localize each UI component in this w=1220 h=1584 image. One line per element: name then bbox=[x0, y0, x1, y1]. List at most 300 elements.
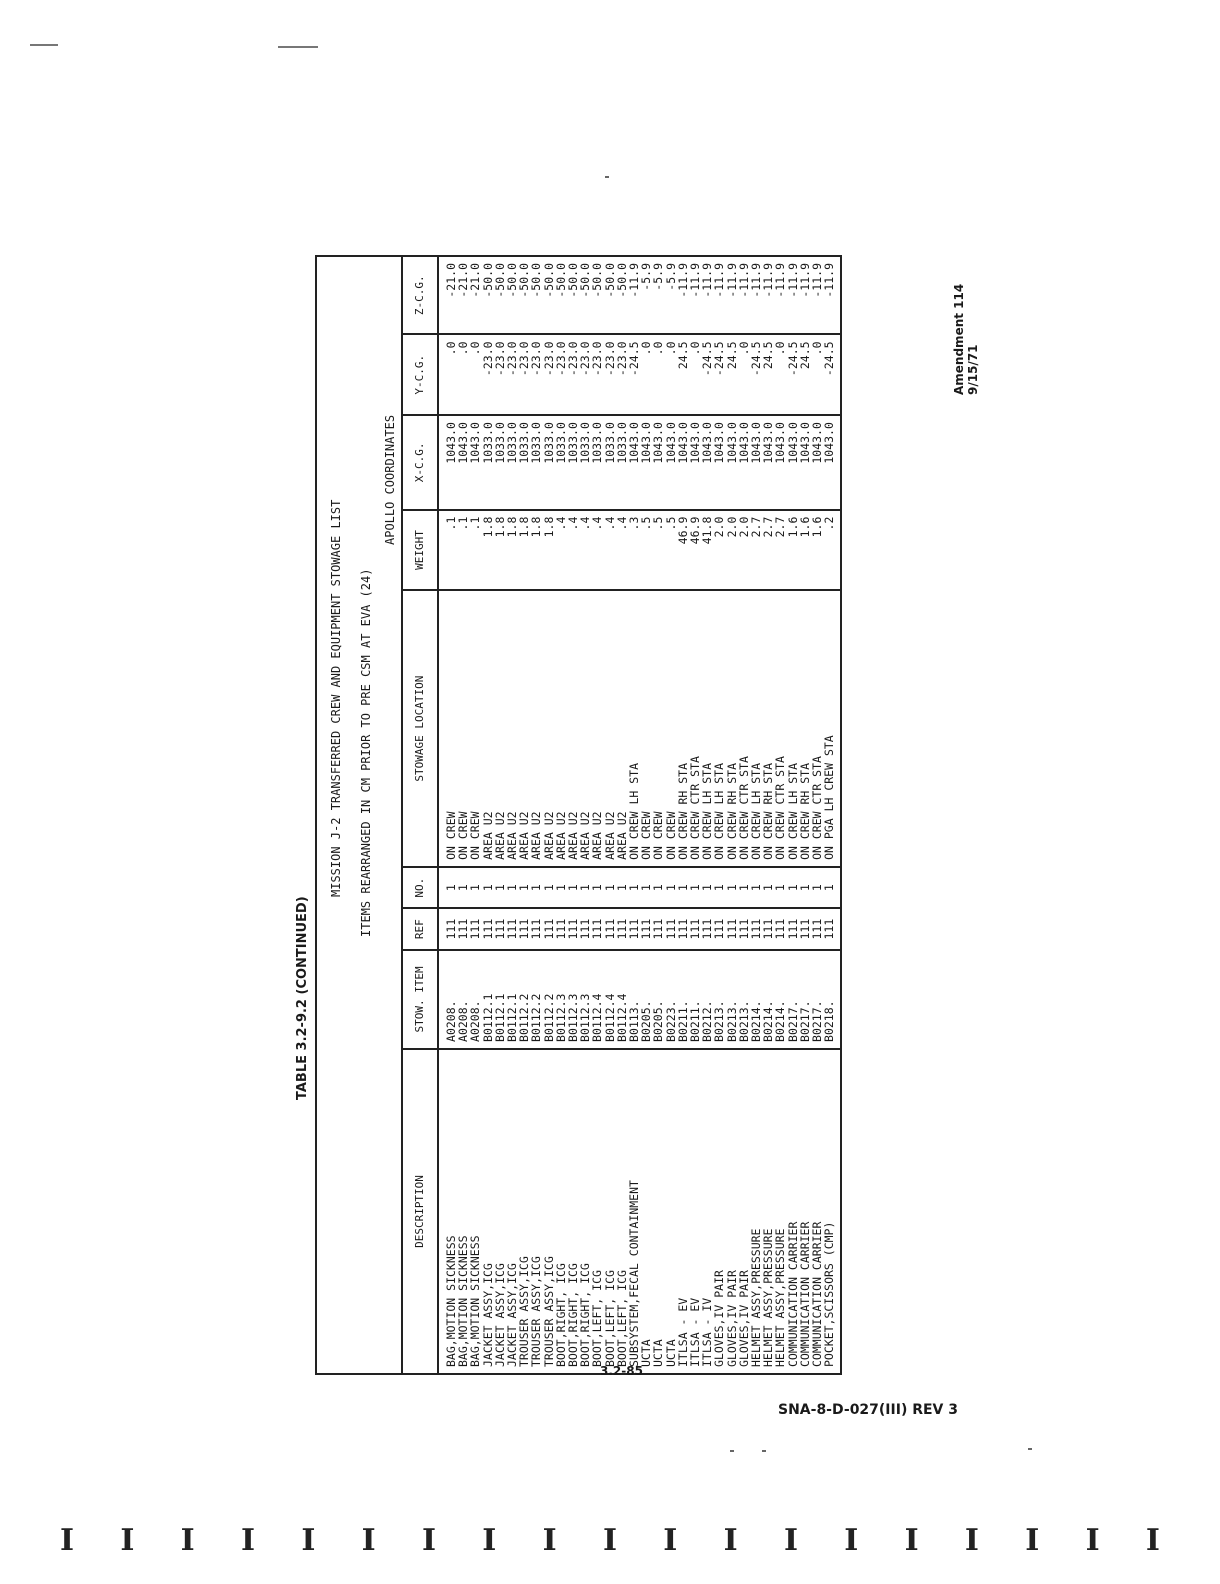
table-cell: BOOT,RIGHT, ICG bbox=[567, 1049, 579, 1374]
table-cell: .0 bbox=[438, 334, 457, 415]
table-cell: -11.9 bbox=[762, 256, 774, 334]
page-number: 3.2-85 bbox=[600, 1364, 643, 1378]
table-cell: 1043.0 bbox=[713, 415, 725, 510]
table-cell: .4 bbox=[555, 510, 567, 591]
table-cell: 24.5 bbox=[677, 334, 689, 415]
table-cell: .1 bbox=[469, 510, 481, 591]
table-cell: B0112.4 bbox=[591, 950, 603, 1049]
table-cell: .1 bbox=[438, 510, 457, 591]
table-cell: 1043.0 bbox=[677, 415, 689, 510]
table-cell: ON CREW bbox=[652, 590, 664, 867]
table-cell: -11.9 bbox=[701, 256, 713, 334]
table-cell: -21.0 bbox=[457, 256, 469, 334]
table-cell: ON CREW bbox=[469, 590, 481, 867]
table-row bbox=[543, 256, 555, 1374]
table-cell: -11.9 bbox=[799, 256, 811, 334]
table-cell: -23.0 bbox=[616, 334, 628, 415]
table-cell: ON CREW CTR STA bbox=[689, 590, 701, 867]
table-cell: .5 bbox=[665, 510, 677, 591]
table-cell: 1 bbox=[591, 867, 603, 908]
table-cell: -5.9 bbox=[652, 256, 664, 334]
table-cell: 1033.0 bbox=[579, 415, 591, 510]
table-cell: 2.0 bbox=[713, 510, 725, 591]
table-cell: -11.9 bbox=[787, 256, 799, 334]
table-cell: -5.9 bbox=[665, 256, 677, 334]
table-cell: -50.0 bbox=[604, 256, 616, 334]
table-cell: -23.0 bbox=[543, 334, 555, 415]
table-cell: 1043.0 bbox=[750, 415, 762, 510]
table-cell: 1043.0 bbox=[665, 415, 677, 510]
table-cell: -11.9 bbox=[738, 256, 750, 334]
table-cell: 111 bbox=[518, 908, 530, 949]
table-cell: 1 bbox=[438, 867, 457, 908]
table-cell: B0112.1 bbox=[482, 950, 494, 1049]
table-cell: B0211. bbox=[689, 950, 701, 1049]
table-cell: AREA U2 bbox=[616, 590, 628, 867]
table-cell: B0217. bbox=[787, 950, 799, 1049]
table-cell: GLOVES,IV PAIR bbox=[713, 1049, 725, 1374]
table-cell: ON CREW bbox=[438, 590, 457, 867]
table-cell: 1 bbox=[677, 867, 689, 908]
table-cell: B0217. bbox=[799, 950, 811, 1049]
column-header: REF bbox=[402, 908, 438, 949]
table-cell: 111 bbox=[689, 908, 701, 949]
table-cell: 111 bbox=[652, 908, 664, 949]
table-cell: -23.0 bbox=[494, 334, 506, 415]
table-cell: COMMUNICATION CARRIER bbox=[787, 1049, 799, 1374]
table-cell: ON CREW CTR STA bbox=[774, 590, 786, 867]
table-cell: -21.0 bbox=[469, 256, 481, 334]
table-cell: 111 bbox=[738, 908, 750, 949]
edge-mark: I bbox=[1145, 1523, 1160, 1558]
table-row bbox=[469, 256, 481, 1374]
table-cell: AREA U2 bbox=[482, 590, 494, 867]
table-cell: -11.9 bbox=[628, 256, 640, 334]
table-cell: ON CREW LH STA bbox=[787, 590, 799, 867]
table-cell: B0211. bbox=[677, 950, 689, 1049]
table-cell: .0 bbox=[640, 334, 652, 415]
table-cell: 2.0 bbox=[738, 510, 750, 591]
edge-mark: I bbox=[240, 1523, 256, 1558]
edge-mark: I bbox=[844, 1523, 859, 1558]
table-cell: 1033.0 bbox=[543, 415, 555, 510]
table-cell: B0218. bbox=[823, 950, 840, 1049]
table-cell: 111 bbox=[438, 908, 457, 949]
table-cell: -11.9 bbox=[713, 256, 725, 334]
table-cell: 1043.0 bbox=[726, 415, 738, 510]
edge-mark: I bbox=[904, 1523, 919, 1558]
header-line-2: ITEMS REARRANGED IN CM PRIOR TO PRE CSM AT EVA (24) bbox=[359, 568, 373, 937]
table-cell: A0208. bbox=[469, 950, 481, 1049]
table-cell: AREA U2 bbox=[506, 590, 518, 867]
table-cell: B0113. bbox=[628, 950, 640, 1049]
table-cell: -50.0 bbox=[494, 256, 506, 334]
table-cell: ON CREW LH STA bbox=[750, 590, 762, 867]
column-header: STOWAGE LOCATION bbox=[402, 590, 438, 867]
scan-mark bbox=[1028, 1448, 1032, 1450]
table-cell: 1.8 bbox=[543, 510, 555, 591]
table-cell: 1 bbox=[530, 867, 542, 908]
table-cell: 1 bbox=[652, 867, 664, 908]
amendment-date: 9/15/71 bbox=[966, 344, 980, 395]
table-cell: 111 bbox=[555, 908, 567, 949]
table-cell: -50.0 bbox=[616, 256, 628, 334]
column-header: Z-C.G. bbox=[402, 256, 438, 334]
table-cell: .0 bbox=[469, 334, 481, 415]
edge-mark: I bbox=[120, 1523, 135, 1558]
scan-mark bbox=[278, 46, 318, 48]
table-cell: 1 bbox=[506, 867, 518, 908]
table-cell: .5 bbox=[652, 510, 664, 591]
table-cell: B0223. bbox=[665, 950, 677, 1049]
amendment-label: Amendment 114 bbox=[952, 283, 966, 395]
table-cell: 111 bbox=[799, 908, 811, 949]
table-cell: .1 bbox=[457, 510, 469, 591]
table-cell: 111 bbox=[787, 908, 799, 949]
table-cell: TROUSER ASSY,ICG bbox=[530, 1049, 542, 1374]
table-cell: B0214. bbox=[750, 950, 762, 1049]
table-cell: UCTA bbox=[640, 1049, 652, 1374]
table-cell: .0 bbox=[774, 334, 786, 415]
table-row bbox=[530, 256, 542, 1374]
table-cell: ITLSA - IV bbox=[701, 1049, 713, 1374]
table-cell: .3 bbox=[628, 510, 640, 591]
table-cell: B0212. bbox=[701, 950, 713, 1049]
table-cell: HELMET ASSY,PRESSURE bbox=[774, 1049, 786, 1374]
table-cell: 1 bbox=[457, 867, 469, 908]
table-cell: 111 bbox=[579, 908, 591, 949]
table-cell: 111 bbox=[823, 908, 840, 949]
table-cell: -23.0 bbox=[530, 334, 542, 415]
table-cell: .0 bbox=[811, 334, 823, 415]
table-cell: 1043.0 bbox=[640, 415, 652, 510]
table-cell: 111 bbox=[506, 908, 518, 949]
table-cell: 1043.0 bbox=[652, 415, 664, 510]
table-cell: 1.6 bbox=[799, 510, 811, 591]
table-cell: ON CREW CTR STA bbox=[738, 590, 750, 867]
column-header: X-C.G. bbox=[402, 415, 438, 510]
table-cell: 1 bbox=[628, 867, 640, 908]
table-row bbox=[823, 256, 840, 1374]
table-cell: AREA U2 bbox=[567, 590, 579, 867]
table-cell: 1.6 bbox=[811, 510, 823, 591]
table-row bbox=[713, 256, 725, 1374]
table-cell: ON CREW RH STA bbox=[762, 590, 774, 867]
table-cell: A0208. bbox=[457, 950, 469, 1049]
table-cell: -24.5 bbox=[701, 334, 713, 415]
table-cell: 111 bbox=[677, 908, 689, 949]
table-cell: B0112.2 bbox=[530, 950, 542, 1049]
stowage-table-box bbox=[315, 255, 975, 1375]
table-cell: B0205. bbox=[640, 950, 652, 1049]
stowage-table bbox=[401, 255, 842, 1375]
table-cell: -50.0 bbox=[591, 256, 603, 334]
table-cell: 111 bbox=[762, 908, 774, 949]
table-cell: -23.0 bbox=[567, 334, 579, 415]
table-cell: -11.9 bbox=[750, 256, 762, 334]
table-cell: 111 bbox=[604, 908, 616, 949]
table-row bbox=[591, 256, 603, 1374]
table-header-row bbox=[402, 256, 438, 1374]
table-cell: .4 bbox=[604, 510, 616, 591]
table-cell: -23.0 bbox=[579, 334, 591, 415]
table-cell: B0217. bbox=[811, 950, 823, 1049]
table-cell: 1.8 bbox=[506, 510, 518, 591]
table-cell: .0 bbox=[457, 334, 469, 415]
table-cell: .0 bbox=[652, 334, 664, 415]
table-cell: -24.5 bbox=[713, 334, 725, 415]
table-cell: SUBSYSTEM,FECAL CONTAINMENT bbox=[628, 1049, 640, 1374]
column-header: DESCRIPTION bbox=[402, 1049, 438, 1374]
table-cell: .4 bbox=[567, 510, 579, 591]
table-cell: ON CREW LH STA bbox=[713, 590, 725, 867]
table-cell: 111 bbox=[616, 908, 628, 949]
table-cell: 1.8 bbox=[530, 510, 542, 591]
table-row bbox=[604, 256, 616, 1374]
table-cell: 1043.0 bbox=[811, 415, 823, 510]
table-cell: 1033.0 bbox=[506, 415, 518, 510]
table-cell: 1 bbox=[774, 867, 786, 908]
table-cell: 1043.0 bbox=[628, 415, 640, 510]
table-cell: AREA U2 bbox=[579, 590, 591, 867]
table-cell: 111 bbox=[567, 908, 579, 949]
table-cell: -24.5 bbox=[750, 334, 762, 415]
table-cell: 1 bbox=[640, 867, 652, 908]
table-cell: .5 bbox=[640, 510, 652, 591]
table-cell: AREA U2 bbox=[494, 590, 506, 867]
table-cell: AREA U2 bbox=[555, 590, 567, 867]
table-cell: 1 bbox=[799, 867, 811, 908]
table-cell: UCTA bbox=[652, 1049, 664, 1374]
table-cell: .2 bbox=[823, 510, 840, 591]
table-cell: ITLSA - EV bbox=[677, 1049, 689, 1374]
table-cell: -24.5 bbox=[787, 334, 799, 415]
table-cell: 1033.0 bbox=[530, 415, 542, 510]
table-cell: 46.9 bbox=[677, 510, 689, 591]
table-cell: B0213. bbox=[713, 950, 725, 1049]
table-cell: 1043.0 bbox=[689, 415, 701, 510]
table-cell: 1.6 bbox=[787, 510, 799, 591]
table-cell: 1043.0 bbox=[787, 415, 799, 510]
table-cell: .0 bbox=[665, 334, 677, 415]
table-cell: ON CREW RH STA bbox=[726, 590, 738, 867]
table-cell: -50.0 bbox=[579, 256, 591, 334]
table-title: TABLE 3.2-9.2 (CONTINUED) bbox=[295, 896, 310, 1100]
table-cell: BOOT,RIGHT, ICG bbox=[579, 1049, 591, 1374]
table-cell: .4 bbox=[616, 510, 628, 591]
table-cell: COMMUNICATION CARRIER bbox=[811, 1049, 823, 1374]
table-cell: -50.0 bbox=[506, 256, 518, 334]
table-cell: ON CREW bbox=[640, 590, 652, 867]
table-cell: 1 bbox=[665, 867, 677, 908]
table-cell: 1 bbox=[543, 867, 555, 908]
table-cell: 46.9 bbox=[689, 510, 701, 591]
edge-mark: I bbox=[663, 1523, 678, 1558]
table-cell: JACKET ASSY,ICG bbox=[494, 1049, 506, 1374]
table-cell: 111 bbox=[530, 908, 542, 949]
table-cell: BOOT,LEFT, ICG bbox=[591, 1049, 603, 1374]
table-cell: 111 bbox=[713, 908, 725, 949]
table-cell: 1 bbox=[567, 867, 579, 908]
table-cell: AREA U2 bbox=[530, 590, 542, 867]
table-cell: HELMET ASSY,PRESSURE bbox=[750, 1049, 762, 1374]
table-cell: 1 bbox=[811, 867, 823, 908]
table-cell: 1 bbox=[726, 867, 738, 908]
table-cell: B0112.4 bbox=[616, 950, 628, 1049]
scan-mark bbox=[730, 1450, 734, 1452]
table-cell: 1033.0 bbox=[482, 415, 494, 510]
table-cell: B0112.1 bbox=[506, 950, 518, 1049]
table-cell: 111 bbox=[726, 908, 738, 949]
column-header: Y-C.G. bbox=[402, 334, 438, 415]
column-header: STOW. ITEM bbox=[402, 950, 438, 1049]
table-row bbox=[774, 256, 786, 1374]
table-cell: POCKET,SCISSORS (CMP) bbox=[823, 1049, 840, 1374]
table-cell: 1043.0 bbox=[701, 415, 713, 510]
table-cell: 1 bbox=[604, 867, 616, 908]
table-cell: ON PGA LH CREW STA bbox=[823, 590, 840, 867]
table-row bbox=[482, 256, 494, 1374]
table-cell: 1 bbox=[762, 867, 774, 908]
table-cell: 1043.0 bbox=[799, 415, 811, 510]
table-cell: 111 bbox=[628, 908, 640, 949]
table-cell: 111 bbox=[591, 908, 603, 949]
table-cell: 1 bbox=[579, 867, 591, 908]
table-cell: .4 bbox=[579, 510, 591, 591]
edge-mark: I bbox=[602, 1523, 617, 1558]
column-header: WEIGHT bbox=[402, 510, 438, 591]
rotated-table-region bbox=[255, 255, 975, 1375]
table-cell: 1 bbox=[823, 867, 840, 908]
table-cell: ITLSA - EV bbox=[689, 1049, 701, 1374]
table-row bbox=[652, 256, 664, 1374]
table-cell: -11.9 bbox=[677, 256, 689, 334]
table-cell: ON CREW RH STA bbox=[677, 590, 689, 867]
table-cell: B0112.1 bbox=[494, 950, 506, 1049]
table-cell: ON CREW RH STA bbox=[799, 590, 811, 867]
edge-mark: I bbox=[1085, 1523, 1100, 1558]
table-cell: 111 bbox=[774, 908, 786, 949]
table-cell: ON CREW CTR STA bbox=[811, 590, 823, 867]
document-id: SNA-8-D-027(III) REV 3 bbox=[778, 1402, 959, 1418]
table-cell: 2.7 bbox=[750, 510, 762, 591]
table-cell: -50.0 bbox=[518, 256, 530, 334]
table-cell: -23.0 bbox=[555, 334, 567, 415]
scan-mark bbox=[762, 1450, 766, 1452]
edge-mark: I bbox=[421, 1523, 437, 1558]
table-cell: 1033.0 bbox=[567, 415, 579, 510]
table-cell: BOOT,RIGHT, ICG bbox=[555, 1049, 567, 1374]
table-cell: 1 bbox=[787, 867, 799, 908]
table-cell: GLOVES,IV PAIR bbox=[738, 1049, 750, 1374]
table-cell: -50.0 bbox=[482, 256, 494, 334]
table-cell: BOOT,LEFT, ICG bbox=[604, 1049, 616, 1374]
table-cell: 1043.0 bbox=[738, 415, 750, 510]
table-cell: 2.7 bbox=[762, 510, 774, 591]
table-cell: B0213. bbox=[738, 950, 750, 1049]
scan-mark bbox=[605, 176, 609, 178]
table-cell: -11.9 bbox=[774, 256, 786, 334]
table-cell: -50.0 bbox=[543, 256, 555, 334]
table-cell: 1 bbox=[713, 867, 725, 908]
table-cell: 1033.0 bbox=[604, 415, 616, 510]
table-cell: 24.5 bbox=[726, 334, 738, 415]
table-cell: -23.0 bbox=[482, 334, 494, 415]
table-cell: 111 bbox=[811, 908, 823, 949]
table-cell: B0112.4 bbox=[604, 950, 616, 1049]
table-cell: 1 bbox=[482, 867, 494, 908]
table-cell: 1.8 bbox=[482, 510, 494, 591]
table-cell: B0213. bbox=[726, 950, 738, 1049]
table-cell: -24.5 bbox=[823, 334, 840, 415]
edge-mark: I bbox=[301, 1523, 316, 1558]
table-cell: AREA U2 bbox=[518, 590, 530, 867]
table-cell: 111 bbox=[543, 908, 555, 949]
film-edge-marks bbox=[60, 1523, 1160, 1558]
table-cell: TROUSER ASSY,ICG bbox=[518, 1049, 530, 1374]
table-cell: AREA U2 bbox=[604, 590, 616, 867]
table-cell: ON CREW bbox=[665, 590, 677, 867]
table-cell: 111 bbox=[469, 908, 481, 949]
table-cell: UCTA bbox=[665, 1049, 677, 1374]
table-cell: 1043.0 bbox=[762, 415, 774, 510]
apollo-coordinates-label: APOLLO COORDINATES bbox=[383, 414, 397, 545]
table-cell: -50.0 bbox=[555, 256, 567, 334]
table-cell: GLOVES,IV PAIR bbox=[726, 1049, 738, 1374]
table-cell: -50.0 bbox=[530, 256, 542, 334]
table-cell: 1033.0 bbox=[591, 415, 603, 510]
table-cell: COMMUNICATION CARRIER bbox=[799, 1049, 811, 1374]
table-cell: 1.8 bbox=[518, 510, 530, 591]
table-cell: 1043.0 bbox=[438, 415, 457, 510]
table-cell: AREA U2 bbox=[591, 590, 603, 867]
table-cell: 111 bbox=[482, 908, 494, 949]
table-cell: 1 bbox=[616, 867, 628, 908]
table-cell: 111 bbox=[640, 908, 652, 949]
edge-mark: I bbox=[783, 1523, 798, 1558]
header-line-1: MISSION J-2 TRANSFERRED CREW AND EQUIPMENT STOWAGE LIST bbox=[329, 499, 343, 897]
table-cell: BAG,MOTION SICKNESS bbox=[438, 1049, 457, 1374]
table-cell: -21.0 bbox=[438, 256, 457, 334]
table-cell: 24.5 bbox=[799, 334, 811, 415]
table-cell: 111 bbox=[750, 908, 762, 949]
table-cell: ON CREW bbox=[457, 590, 469, 867]
table-row bbox=[438, 256, 457, 1374]
table-cell: HELMET ASSY,PRESSURE bbox=[762, 1049, 774, 1374]
table-cell: -11.9 bbox=[726, 256, 738, 334]
edge-mark: I bbox=[542, 1523, 557, 1558]
table-cell: -23.0 bbox=[591, 334, 603, 415]
table-cell: AREA U2 bbox=[543, 590, 555, 867]
table-cell: 1.8 bbox=[494, 510, 506, 591]
table-cell: B0112.3 bbox=[555, 950, 567, 1049]
table-cell: 1 bbox=[469, 867, 481, 908]
table-cell: 1 bbox=[701, 867, 713, 908]
table-cell: ON CREW LH STA bbox=[701, 590, 713, 867]
table-cell: -11.9 bbox=[811, 256, 823, 334]
table-cell: .4 bbox=[591, 510, 603, 591]
table-cell: 1043.0 bbox=[457, 415, 469, 510]
table-cell: B0214. bbox=[762, 950, 774, 1049]
table-cell: A0208. bbox=[438, 950, 457, 1049]
table-cell: B0214. bbox=[774, 950, 786, 1049]
table-cell: .0 bbox=[738, 334, 750, 415]
table-cell: B0112.3 bbox=[579, 950, 591, 1049]
edge-mark: I bbox=[964, 1523, 979, 1558]
table-cell: 1 bbox=[518, 867, 530, 908]
table-cell: -23.0 bbox=[506, 334, 518, 415]
table-cell: 2.7 bbox=[774, 510, 786, 591]
